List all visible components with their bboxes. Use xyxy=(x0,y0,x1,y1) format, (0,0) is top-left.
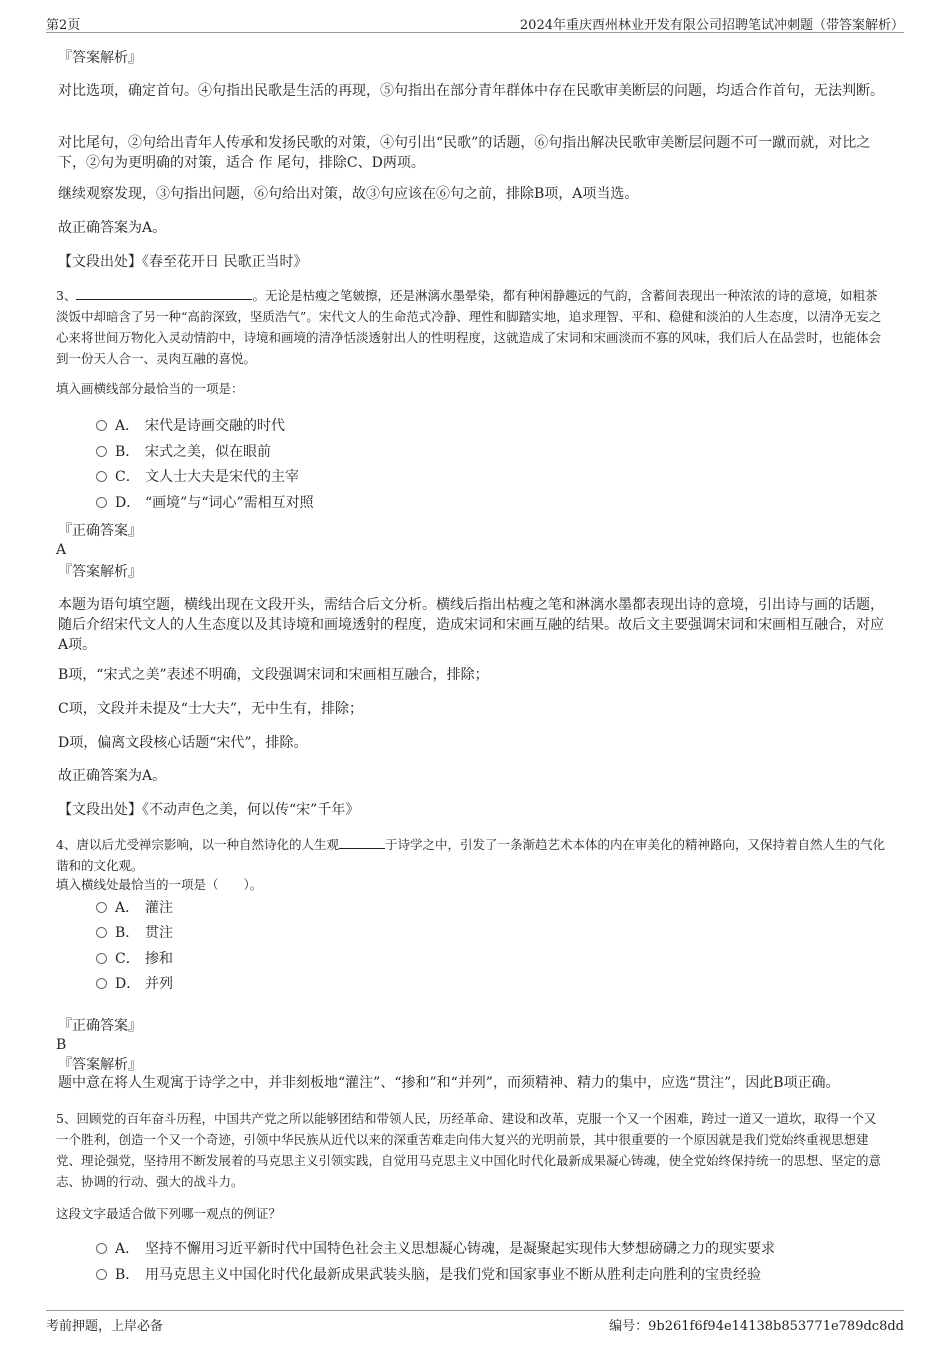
q4-option-b[interactable]: B． 贯注 xyxy=(96,923,173,943)
q3-option-a[interactable]: A． 宋代是诗画交融的时代 xyxy=(96,416,285,436)
q2-analysis-label: 『答案解析』 xyxy=(58,50,142,66)
document-id: 编号：9b261f6f94e14138b853771e789dc8dd xyxy=(609,1319,904,1334)
q3-analysis-label: 『答案解析』 xyxy=(58,564,142,580)
q3-blank xyxy=(76,287,252,300)
q2-analysis-p4: 故正确答案为A。 xyxy=(58,220,167,236)
q3-number: 3、 xyxy=(56,288,77,303)
q5-prompt: 这段文字最适合做下列哪一观点的例证？ xyxy=(56,1206,282,1221)
q4-text-1: 4、唐以后尤受禅宗影响，以一种自然诗化的人生观 xyxy=(56,837,339,852)
page-footer xyxy=(46,1310,904,1334)
q4-text-2: 于诗学之中，引发了一条渐趋艺术本体的内在审美化的精神路向，又保持着自然人生的气化谐和的文化观。 xyxy=(56,837,885,873)
radio-icon[interactable] xyxy=(96,497,107,508)
radio-icon[interactable] xyxy=(96,1269,107,1280)
page-number: 第2页 xyxy=(46,18,81,33)
radio-icon[interactable] xyxy=(96,902,107,913)
q3-analysis-p3: C项，文段并未提及“士大夫”，无中生有，排除； xyxy=(58,701,364,717)
radio-icon[interactable] xyxy=(96,927,107,938)
q3-analysis-p5: 故正确答案为A。 xyxy=(58,768,167,784)
q4-stem xyxy=(56,834,888,876)
document-title: 2024年重庆酉州林业开发有限公司招聘笔试冲刺题（带答案解析） xyxy=(519,18,904,33)
q4-blank xyxy=(339,836,385,849)
q2-analysis-p1: 对比选项，确定首句。④句指出民歌是生活的再现，⑤句指出在部分青年群体中存在民歌审美断层的问题，均适合作首句，无法判断。 xyxy=(58,83,884,99)
radio-icon[interactable] xyxy=(96,420,107,431)
q3-answer: A xyxy=(56,542,67,558)
q2-analysis-p2: 对比尾句，②句给出青年人传承和发扬民歌的对策，④句引出“民歌”的话题，⑥句指出解决民歌审美断层问题不可一蹴而就，对比之下，②句为更明确的对策，适合 作 尾句，排除C、D两项。 xyxy=(58,135,871,171)
radio-icon[interactable] xyxy=(96,471,107,482)
q4-analysis: 题中意在将人生观寓于诗学之中，并非刻板地“灌注”、“掺和”和“并列”，而须精神、精力的集中，应选“贯注”，因此B项正确。 xyxy=(58,1075,840,1091)
q3-analysis-p4: D项，偏离文段核心话题“宋代”，排除。 xyxy=(58,735,308,751)
q4-option-c[interactable]: C． 掺和 xyxy=(96,949,173,969)
q3-option-b[interactable]: B． 宋式之美，似在眼前 xyxy=(96,442,271,462)
q4-answer: B xyxy=(56,1037,67,1053)
q4-option-a[interactable]: A． 灌注 xyxy=(96,898,173,918)
q4-option-d[interactable]: D． 并列 xyxy=(96,974,173,994)
q5-option-a[interactable]: A． 坚持不懈用习近平新时代中国特色社会主义思想凝心铸魂，是凝聚起实现伟大梦想磅礴之力的现实要求 xyxy=(96,1239,775,1259)
q3-analysis-p2: B项，“宋式之美”表述不明确，文段强调宋词和宋画相互融合，排除； xyxy=(58,667,489,683)
radio-icon[interactable] xyxy=(96,978,107,989)
q3-option-d[interactable]: D． “画境”与“词心”需相互对照 xyxy=(96,493,314,513)
q4-analysis-label: 『答案解析』 xyxy=(58,1057,142,1073)
q3-option-c[interactable]: C． 文人士大夫是宋代的主宰 xyxy=(96,467,299,487)
q3-prompt: 填入画横线部分最恰当的一项是： xyxy=(56,381,244,396)
q4-answer-label: 『正确答案』 xyxy=(58,1018,142,1034)
q4-prompt: 填入横线处最恰当的一项是（ ）。 xyxy=(56,877,263,892)
page-header xyxy=(46,14,904,33)
radio-icon[interactable] xyxy=(96,953,107,964)
radio-icon[interactable] xyxy=(96,1243,107,1254)
q5-option-b[interactable]: B． 用马克思主义中国化时代化最新成果武装头脑，是我们党和国家事业不断从胜利走向胜利的宝贵经验 xyxy=(96,1265,761,1285)
q3-source: 【文段出处】《不动声色之美，何以传“宋”千年》 xyxy=(58,802,360,818)
q3-text: 。无论是枯瘦之笔皴擦，还是淋漓水墨晕染，都有种闲静趣远的气韵，含蓄间表现出一种浓浓的诗的意境，如粗茶淡饭中却暗含了另一种“高韵深致，坚质浩气”。宋代文人的生命范式冷静、理性和脚踏实地，追求理智、平和、稳健和淡泊的人生态度，以清净无妄之心来将世间万物化入灵动情韵中，诗境和画境的清净恬淡透射出人的性明程度，这就造成了宋词和宋画淡而不寡的风味，我们后人在品尝时，也能体会到一份天人合一、灵肉互融的喜悦。 xyxy=(56,288,882,366)
q2-source: 【文段出处】《春至花开日 民歌正当时》 xyxy=(58,254,308,270)
q3-answer-label: 『正确答案』 xyxy=(58,523,142,539)
q2-analysis-p3: 继续观察发现，③句指出问题，⑥句给出对策，故③句应该在⑥句之前，排除B项，A项当选。 xyxy=(58,186,639,202)
radio-icon[interactable] xyxy=(96,446,107,457)
footer-slogan: 考前押题，上岸必备 xyxy=(46,1319,164,1334)
q3-analysis-p1: 本题为语句填空题，横线出现在文段开头，需结合后文分析。横线后指出枯瘦之笔和淋漓水墨都表现出诗的意境，引出诗与画的话题，随后介绍宋代文人的人生态度以及其诗境和画境透射的程度，造成宋词和宋画互融的结果。故后文主要强调宋词和宋画相互融合，对应A项。 xyxy=(58,597,884,653)
q3-stem xyxy=(56,285,888,369)
q5-stem: 5、回顾党的百年奋斗历程，中国共产党之所以能够团结和带领人民，历经革命、建设和改革，克服一个又一个困难，跨过一道又一道坎，取得一个又一个胜利，创造一个又一个奇迹，引领中华民族从近代以来的深重苦难走向伟大复兴的光明前景，其中很重要的一个原因就是我们党始终重视思想建党、理论强党，坚持用不断发展着的马克思主义引领实践，自觉用马克思主义中国化时代化最新成果凝心铸魂，使全党始终保持统一的思想、坚定的意志、协调的行动、强大的战斗力。 xyxy=(56,1111,882,1189)
